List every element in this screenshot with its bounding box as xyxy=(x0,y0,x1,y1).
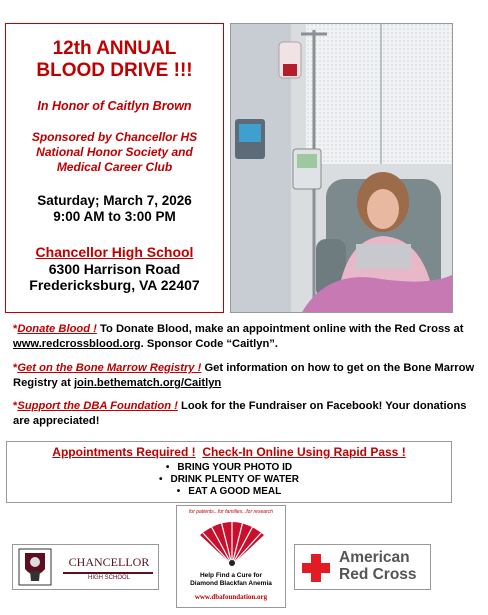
chancellor-name: CHANCELLOR xyxy=(68,555,150,569)
honor-line: In Honor of Caitlyn Brown xyxy=(37,99,192,113)
donate-blood-heading: Donate Blood ! xyxy=(17,323,97,335)
bethematch-link[interactable]: join.bethematch.org/Caitlyn xyxy=(73,377,222,389)
chancellor-sub: HIGH SCHOOL xyxy=(87,575,130,581)
american-red-cross-logo xyxy=(294,544,431,590)
event-title: 12th ANNUAL BLOOD DRIVE !!! xyxy=(36,38,193,81)
bone-marrow-heading: Get on the Bone Marrow Registry ! xyxy=(17,362,202,374)
address-line-1: 6300 Harrison Road xyxy=(48,260,181,277)
chancellor-logo xyxy=(12,544,159,590)
dba-foundation-heading: Support the DBA Foundation ! xyxy=(17,400,178,412)
address-line-2: Fredericksburg, VA 22407 xyxy=(29,277,200,293)
dba-fan-icon xyxy=(197,517,267,569)
requirements-box xyxy=(6,441,452,503)
redcross-text: American Red Cross xyxy=(339,549,417,583)
requirements-list xyxy=(7,462,451,498)
dba-tagline: for patients...for families...for research xyxy=(189,509,273,515)
dba-foundation-paragraph: *Support the DBA Foundation ! Look for the Fundraiser on Facebook! Your donations are appreciated! xyxy=(13,400,467,427)
event-datetime xyxy=(6,193,223,225)
bone-marrow-paragraph: *Get on the Bone Marrow Registry ! Get information on how to get on the Bone Marrow Registry at join.bethematch.org/Caitlyn xyxy=(13,362,475,389)
list-item: • DRINK PLENTY OF WATER xyxy=(7,474,451,486)
school-name: Chancellor High School xyxy=(35,244,194,260)
red-cross-icon xyxy=(299,551,333,585)
event-time: 9:00 AM to 3:00 PM xyxy=(53,209,176,224)
sponsor-text: Sponsored by Chancellor HS National Honor Society and Medical Career Club xyxy=(31,130,198,174)
dba-cure-text: Help Find a Cure for Diamond Blackfan Anemia xyxy=(190,572,272,587)
honoree-photo xyxy=(230,23,453,313)
event-info-box xyxy=(5,23,224,313)
requirements-heading: Appointments Required ! Check-In Online Using Rapid Pass ! xyxy=(52,445,406,459)
event-location xyxy=(6,244,223,294)
list-item: • BRING YOUR PHOTO ID xyxy=(7,462,451,474)
event-date: Saturday; March 7, 2026 xyxy=(37,193,192,208)
donate-blood-paragraph: *Donate Blood ! To Donate Blood, make an appointment online with the Red Cross at www.redcrossblood.org. Sponsor Code “Caitlyn”. xyxy=(13,323,464,350)
list-item: • EAT A GOOD MEAL xyxy=(7,486,451,498)
dba-foundation-logo xyxy=(176,505,286,608)
redcross-link[interactable]: www.redcrossblood.org xyxy=(13,338,141,350)
dba-url[interactable]: www.dbafoundation.org xyxy=(194,593,268,601)
hospital-scene-illustration xyxy=(231,24,453,313)
